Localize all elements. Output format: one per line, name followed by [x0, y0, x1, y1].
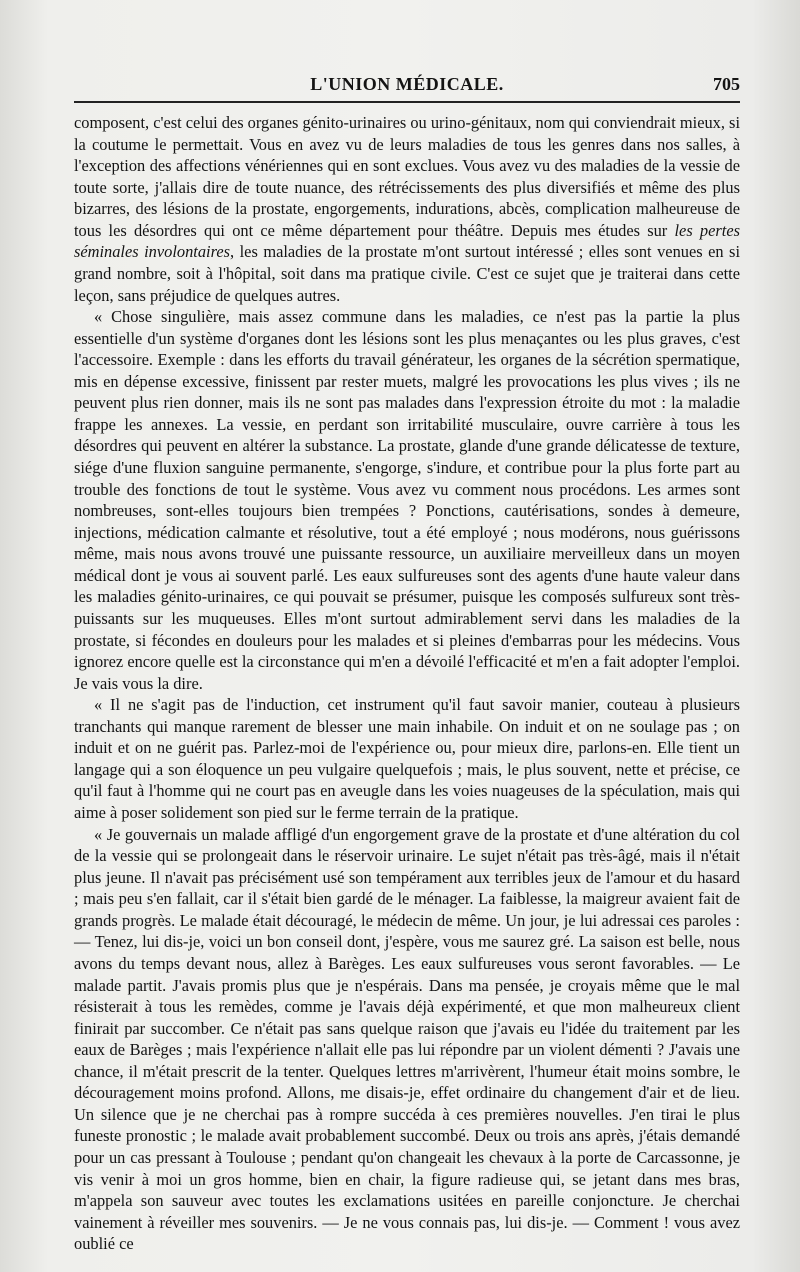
page-header — [74, 68, 740, 102]
paragraph-1-text-a: composent, c'est celui des organes génito-urinaires ou urino-génitaux, nom qui conviendrait mieux, si la coutume le permettait. Vous en avez vu de leurs maladies de tous les genres dans nos salles, à l'exception des affections vénériennes qui en sont exclues. Vous avez vu des maladies de la vessie de toute sorte, j'allais dire de toute nuance, des rétrécissements des plus diversifiés et même des plus bizarres, des lésions de la prostate, engorgements, indurations, abcès, complication malheureuse de tous les désordres qui ont ce même département pour théâtre. Depuis mes études sur — [74, 113, 740, 240]
running-title: L'UNION MÉDICALE. — [310, 74, 504, 94]
paragraph-1-text-b: , les maladies de la prostate m'ont surtout intéressé ; elles sont venues en si grand nombre, soit à l'hôpital, soit dans ma pratique civile. C'est ce sujet que je traiterai dans cette leçon, sans préjudice de quelques autres. — [74, 242, 740, 305]
paragraph-3: « Il ne s'agit pas de l'induction, cet instrument qu'il faut savoir manier, couteau à plusieurs tranchants qui manque rarement de blesser une main inhabile. On induit et on ne soulage pas ; on induit et on ne guérit pas. Parlez-moi de l'expérience ou, pour mieux dire, parlons-en. Elle tient un langage qui a son éloquence un peu vulgaire quelquefois ; mais, le plus souvent, nette et précise, ce qu'il faut à l'homme qui ne court pas en aveugle dans les voies nuageuses de la spéculation, mais qui aime à poser solidement son pied sur le ferme terrain de la pratique. — [74, 695, 740, 822]
page-number: 705 — [713, 74, 740, 94]
paragraph-1-italic-title: les pertes séminales involontaires — [74, 220, 740, 262]
header-rule — [74, 101, 740, 103]
paragraph-4: « Je gouvernais un malade affligé d'un engorgement grave de la prostate et d'une altération du col de la vessie qui se prolongeait dans le réservoir urinaire. Le sujet n'était pas très-âgé, mais il n'était plus jeune. Il n'avait pas précisément usé son tempérament aux terribles jeux de l'amour et du hasard ; mais peu s'en fallait, car il s'était bien gardé de le ménager. La faiblesse, la maigreur avaient fait de grands progrès. Le malade était découragé, le médecin de même. Un jour, je lui adressai ces paroles : — Tenez, lui dis-je, voici un bon conseil dont, j'espère, vous me saurez gré. La saison est belle, nous avons du temps devant nous, allez à Barèges. Les eaux sulfureuses vous seront favorables. — Le malade partit. J'avais promis plus que je n'espérais. Dans ma pensée, je croyais même que le mal résisterait à tous les remèdes, comme je l'avais déjà expérimenté, et que mon malheureux client finirait par succomber. Ce n'était pas sans quelque raison que j'avais eu l'idée du traitement par les eaux de Barèges ; mais l'expérience n'allait elle pas lui répondre par un violent démenti ? J'avais une chance, il m'était prescrit de la tenter. Quelques lettres m'arrivèrent, l'humeur était moins sombre, le découragement moins profond. Allons, me disais-je, effet ordinaire du changement d'air et de lieu. Un silence que je ne cherchai pas à rompre succéda à ces premières nouvelles. J'en tirai le plus funeste pronostic ; le malade avait probablement succombé. Deux ou trois ans après, j'étais demandé pour un cas pressant à Toulouse ; pendant qu'on changeait les chevaux à la porte de Carcassonne, je vis venir à moi un gros homme, bien en chair, la figure radieuse qui, se jetant dans mes bras, m'appela son sauveur avec toutes les exclamations usitées en pareille conjoncture. Je cherchai vainement à réveiller mes souvenirs. — Je ne vous connais pas, lui dis-je. — Comment ! vous avez oublié ce — [74, 824, 740, 1254]
paragraph-2: « Chose singulière, mais assez commune dans les maladies, ce n'est pas la partie la plus essentielle d'un système d'organes dont les lésions sont les plus menaçantes ou les plus graves, c'est l'accessoire. Exemple : dans les efforts du travail générateur, les organes de la sécrétion spermatique, mis en dépense excessive, finissent par rester muets, malgré les provocations les plus vives ; ils ne peuvent plus rien donner, mais ils ne sont pas malades dans l'expression étroite du mot : la maladie frappe les annexes. La vessie, en perdant son irritabilité musculaire, ouvre carrière à tous les désordres qui peuvent en altérer la substance. La prostate, glande d'une grande délicatesse de texture, siége d'une fluxion sanguine permanente, s'engorge, s'indure, et contribue pour la plus forte part au trouble des fonctions de tout le système. Vous avez vu comment nous procédons. Les armes sont nombreuses, sont-elles toujours bien trempées ? Ponctions, cautérisations, sondes à demeure, injections, médication calmante et résolutive, tout a été employé ; nous modérons, nous guérissons même, mais nous avons trouvé une puissante ressource, un auxiliaire merveilleux dans un moyen médical dont je vous ai souvent parlé. Les eaux sulfureuses sont des agents d'une haute valeur dans les maladies génito-urinaires, ce qui pouvait se présumer, puisque les composés sulfureux sont très-puissants sur les muqueuses. Elles m'ont surtout admirablement servi dans les maladies de la prostate, si fécondes en douleurs pour les malades et si pleines d'embarras pour les médecins. Vous ignorez encore quelle est la circonstance qui m'en a dévoilé l'efficacité et m'en a fait adopter l'emploi. Je vais vous la dire. — [74, 307, 740, 693]
body-text — [74, 112, 740, 1255]
paragraph-1 — [74, 112, 740, 306]
